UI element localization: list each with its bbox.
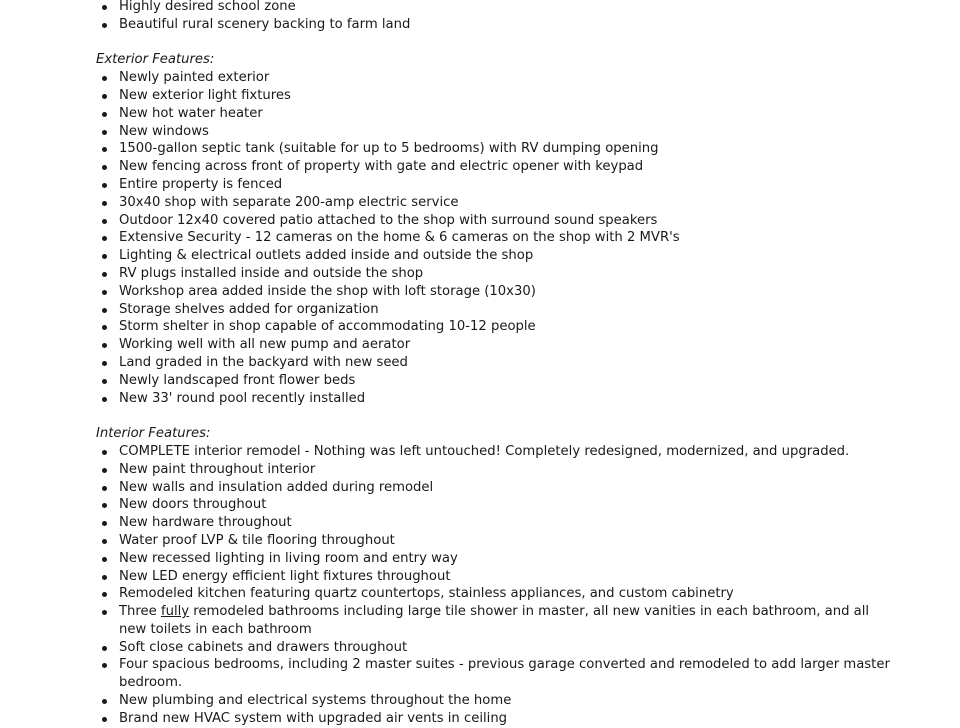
list-item: New exterior light fixtures: [96, 87, 896, 105]
list-item: Storage shelves added for organization: [96, 301, 896, 319]
list-item: RV plugs installed inside and outside the shop: [96, 265, 896, 283]
exterior-heading: Exterior Features:: [96, 52, 215, 68]
item-text: remodeled bathrooms including large tile shower in master, all new vanities in each bathroom, and all new toilets in each bathroom: [119, 604, 870, 637]
list-item: Storm shelter in shop capable of accommodating 10-12 people: [96, 318, 896, 336]
list-item: Water proof LVP & tile flooring throughout: [96, 532, 896, 550]
list-item: New hardware throughout: [96, 514, 896, 532]
list-item: Brand new HVAC system with upgraded air vents in ceiling: [96, 710, 896, 728]
list-item: Four spacious bedrooms, including 2 master suites - previous garage converted and remodeled to add larger master bedroom.: [96, 656, 896, 692]
list-item: New recessed lighting in living room and entry way: [96, 550, 896, 568]
list-item: Beautiful rural scenery backing to farm land: [96, 16, 896, 34]
list-item: Newly painted exterior: [96, 69, 896, 87]
list-item: New doors throughout: [96, 496, 896, 514]
list-item: Lighting & electrical outlets added inside and outside the shop: [96, 247, 896, 265]
list-item: Extensive Security - 12 cameras on the home & 6 cameras on the shop with 2 MVR's: [96, 229, 896, 247]
list-item: New walls and insulation added during remodel: [96, 479, 896, 497]
list-item: Highly desired school zone: [96, 0, 896, 16]
underlined-text: fully: [160, 604, 190, 620]
list-item: COMPLETE interior remodel - Nothing was left untouched! Completely redesigned, modernized, and upgraded.: [96, 443, 896, 461]
interior-features-list: [96, 443, 896, 728]
list-item: Soft close cabinets and drawers throughout: [96, 639, 896, 657]
list-item: New 33' round pool recently installed: [96, 390, 896, 408]
list-item: New hot water heater: [96, 105, 896, 123]
list-item: New plumbing and electrical systems throughout the home: [96, 692, 896, 710]
list-item: New paint throughout interior: [96, 461, 896, 479]
list-item: Working well with all new pump and aerator: [96, 336, 896, 354]
list-item: [96, 603, 896, 639]
list-item: New fencing across front of property with gate and electric opener with keypad: [96, 158, 896, 176]
list-item: New LED energy efficient light fixtures throughout: [96, 568, 896, 586]
item-text: Three: [119, 604, 161, 620]
document-body: [96, 0, 896, 728]
list-item: Entire property is fenced: [96, 176, 896, 194]
list-item: Outdoor 12x40 covered patio attached to the shop with surround sound speakers: [96, 212, 896, 230]
exterior-features-list: [96, 69, 896, 407]
intro-list: [96, 0, 896, 34]
list-item: Land graded in the backyard with new seed: [96, 354, 896, 372]
list-item: New windows: [96, 123, 896, 141]
interior-heading: Interior Features:: [96, 426, 211, 442]
list-item: 30x40 shop with separate 200-amp electric service: [96, 194, 896, 212]
list-item: 1500-gallon septic tank (suitable for up to 5 bedrooms) with RV dumping opening: [96, 140, 896, 158]
list-item: Remodeled kitchen featuring quartz countertops, stainless appliances, and custom cabinetry: [96, 585, 896, 603]
list-item: Workshop area added inside the shop with loft storage (10x30): [96, 283, 896, 301]
list-item: Newly landscaped front flower beds: [96, 372, 896, 390]
